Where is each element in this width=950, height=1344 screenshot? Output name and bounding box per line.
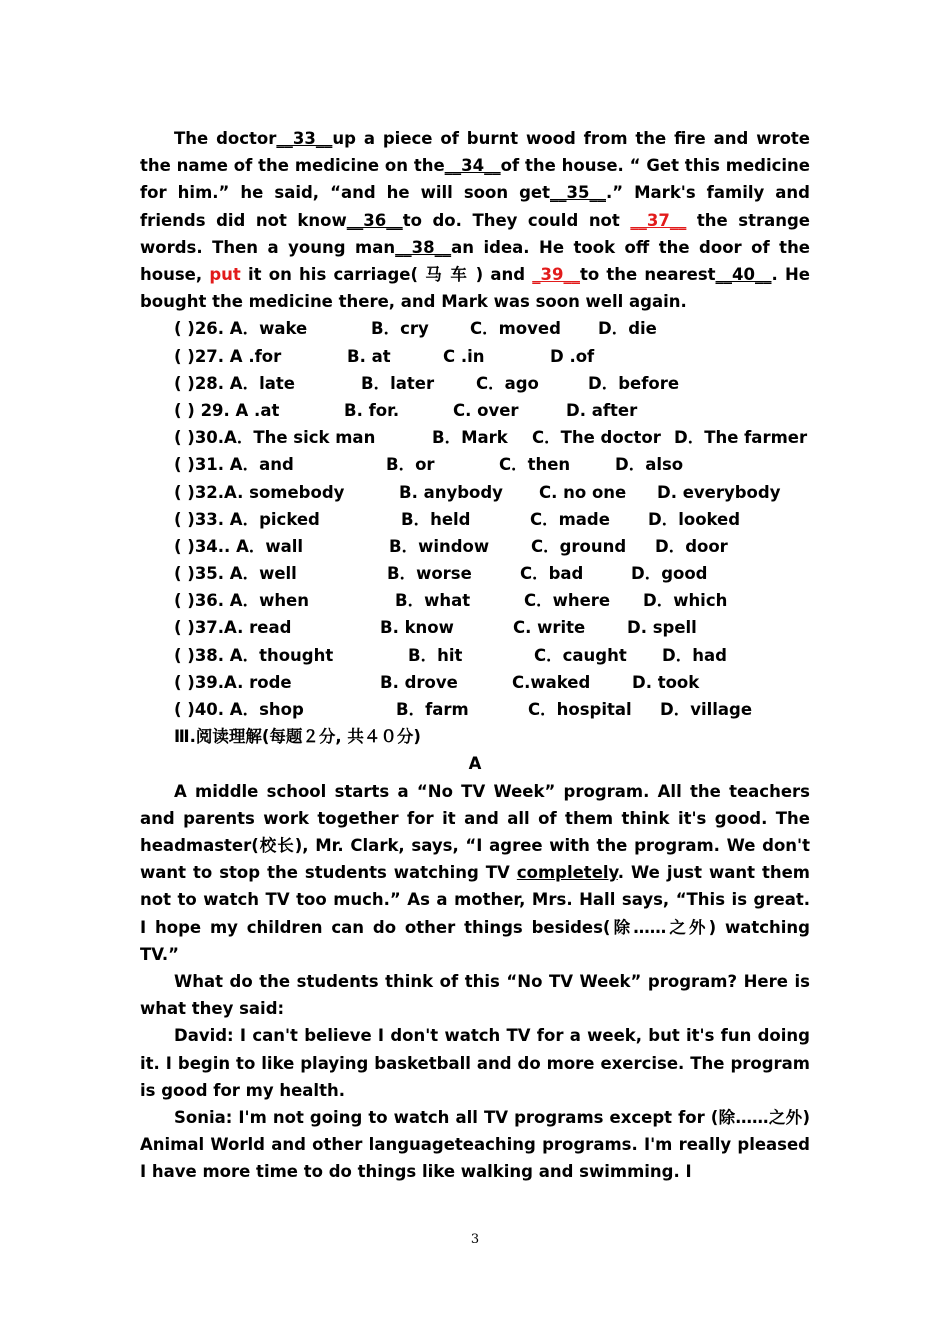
- question-row: [140, 370, 810, 397]
- passage-paragraph: What do the students think of this “No TV Week” program? Here is what they said:: [140, 972, 810, 1019]
- option-b: B．what: [395, 591, 471, 611]
- question-stem: ( )35. A．well: [174, 564, 297, 584]
- option-d: D．which: [643, 591, 728, 611]
- option-c: C．caught: [534, 645, 627, 665]
- cloze-text: .” Mark's family and friends did not know: [140, 183, 810, 230]
- option-b: B．farm: [396, 700, 469, 720]
- cloze-text: to do. They could not: [402, 210, 620, 230]
- option-d: D．also: [615, 455, 684, 475]
- option-b: B．window: [389, 536, 490, 556]
- option-b: B．Mark: [432, 428, 508, 448]
- option-d: D．before: [588, 373, 680, 393]
- blank-37: __37__: [630, 210, 687, 230]
- option-d: D．village: [660, 700, 753, 720]
- question-row: [140, 533, 810, 560]
- option-b: B. drove: [380, 672, 458, 692]
- option-c: C．made: [530, 509, 610, 529]
- highlight-put: put: [209, 265, 241, 285]
- option-c: C. write: [513, 618, 586, 638]
- cloze-text: The doctor: [174, 129, 277, 148]
- cloze-text: up a piece of burnt wood from the fire and wrote the name of the medicine on the: [140, 129, 810, 176]
- option-c: C. over: [453, 400, 519, 420]
- passage-label: A: [468, 754, 482, 774]
- option-b: B．hit: [408, 645, 463, 665]
- question-row: [140, 315, 810, 342]
- passage-paragraph: Sonia: I'm not going to watch all TV programs except for (除……之外) Animal World and other languageteaching programs. I'm really pleased I have more time to do things like walking and swimming. I: [140, 1108, 810, 1182]
- blank-33: __33__: [276, 129, 333, 148]
- option-c: C. no one: [539, 482, 627, 502]
- option-c: C．moved: [470, 319, 561, 339]
- blank-34: __34__: [444, 156, 501, 176]
- passage-text: . We just want them not to watch TV too much.” As a mother, Mrs. Hall says, “This is great. I hope my children can do other things besides(除……之外) watching TV.”: [140, 863, 810, 964]
- question-stem: ( ) 29. A .at: [174, 400, 280, 420]
- cloze-text: . He bought the medicine there, and Mark was soon well again.: [140, 265, 810, 312]
- question-stem: ( )39.A. rode: [174, 672, 292, 692]
- option-d: D. spell: [627, 618, 697, 638]
- question-stem: ( )40. A．shop: [174, 700, 304, 720]
- blank-40: __40__: [715, 265, 772, 285]
- option-d: D．die: [598, 319, 657, 339]
- option-c: C．then: [499, 455, 571, 475]
- question-stem: ( )36. A．when: [174, 591, 309, 611]
- section-title: Ⅲ.阅读理解(每题２分, 共４０分): [174, 727, 421, 747]
- cloze-passage: [140, 125, 810, 315]
- option-c: C．ago: [476, 373, 539, 393]
- question-row: [140, 479, 810, 506]
- option-c: C .in: [443, 346, 485, 366]
- cloze-text: of the house. “ Get this medicine for him.” he said, “and he will soon get: [140, 156, 810, 203]
- worksheet-page: [140, 125, 810, 1186]
- blank-39: _39__: [532, 265, 580, 285]
- question-stem: ( )33. A．picked: [174, 509, 320, 529]
- question-row: [140, 343, 810, 370]
- option-d: D．had: [662, 645, 727, 665]
- option-b: B. anybody: [399, 482, 503, 502]
- question-stem: ( )34.. A．wall: [174, 536, 304, 556]
- passage-paragraph: [140, 778, 810, 968]
- question-stem: ( )28. A．late: [174, 373, 295, 393]
- question-stem: ( )38. A．thought: [174, 645, 334, 665]
- question-row: [140, 506, 810, 533]
- page-number: 3: [470, 1232, 480, 1247]
- option-c: C．hospital: [528, 700, 632, 720]
- question-row: [140, 614, 810, 641]
- question-row: [140, 696, 810, 723]
- passage-text: A middle school starts a “No TV Week” program. All the teachers and parents work together for it and all of them think it's good. The headmaster(校长), Mr. Clark, says, “I agree with the program. We don't want to stop the students watching TV: [140, 781, 810, 883]
- option-d: D．The farmer: [674, 428, 808, 448]
- option-b: B. for.: [344, 400, 400, 420]
- option-c: C．bad: [520, 564, 584, 584]
- question-row: [140, 397, 810, 424]
- option-b: B．later: [361, 373, 435, 393]
- passage-paragraph: David: I can't believe I don't watch TV for a week, but it's fun doing it. I begin to like playing basketball and do more exercise. The program is good for my health.: [140, 1026, 810, 1100]
- option-d: D．looked: [648, 509, 741, 529]
- cloze-text: it on his carriage( 马 车 ) and: [248, 265, 526, 285]
- cloze-text: to the nearest: [579, 265, 716, 285]
- cloze-text: an idea. He took off the door of the house,: [140, 237, 811, 285]
- blank-36: __36__: [346, 210, 403, 230]
- blank-35: __35__: [550, 183, 606, 203]
- option-d: D. everybody: [657, 482, 781, 502]
- option-b: B. know: [380, 618, 454, 638]
- option-b: B．cry: [371, 319, 429, 339]
- option-c: C．where: [524, 591, 611, 611]
- option-d: D．door: [655, 536, 728, 556]
- option-d: D. after: [566, 400, 638, 420]
- question-row: [140, 587, 810, 614]
- option-b: B．or: [386, 455, 435, 475]
- option-b: B．worse: [387, 564, 472, 584]
- underlined-word: completely: [516, 863, 618, 883]
- option-b: B．held: [401, 509, 471, 529]
- option-c: C．ground: [531, 536, 627, 556]
- option-b: B. at: [347, 346, 391, 366]
- question-row: [140, 669, 810, 696]
- option-c: C.waked: [512, 672, 591, 692]
- question-stem: ( )30.A．The sick man: [174, 428, 376, 448]
- option-c: C．The doctor: [532, 428, 661, 448]
- option-d: D. took: [632, 672, 700, 692]
- blank-38: __38__: [395, 237, 452, 257]
- question-row: [140, 642, 810, 669]
- option-d: D .of: [550, 346, 595, 366]
- cloze-text: the strange words. Then a young man: [140, 210, 810, 257]
- question-stem: ( )27. A .for: [174, 346, 282, 366]
- question-stem: ( )37.A. read: [174, 618, 292, 638]
- option-d: D．good: [631, 564, 708, 584]
- question-row: [140, 424, 810, 451]
- question-stem: ( )31. A．and: [174, 455, 294, 475]
- question-row: [140, 560, 810, 587]
- question-list: [140, 315, 810, 723]
- question-stem: ( )26. A．wake: [174, 319, 308, 339]
- question-stem: ( )32.A. somebody: [174, 482, 345, 502]
- question-row: [140, 451, 810, 478]
